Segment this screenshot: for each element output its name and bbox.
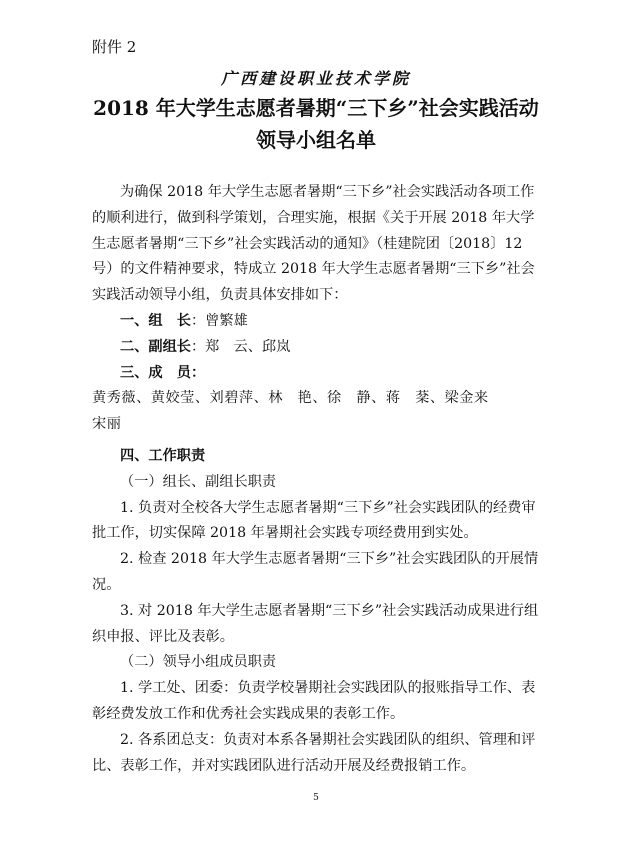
members-line-2: 宋丽 <box>92 416 122 433</box>
vice-leader-value: 郑 云、邱岚 <box>205 338 291 355</box>
page-number: 5 <box>313 793 319 803</box>
intro-paragraph: 为确保 2018 年大学生志愿者暑期“三下乡”社会实践活动各项工作的顺利进行，做到科学策划，合理实施，根据《关于开展 2018 年大学生志愿者暑期“三下乡”社会实践活动的通知》（桂建院团〔2018〕12 号）的文件精神要求，特成立 2018 年大学生志愿者暑期“三下乡”社会实践活动领导小组，负责具体安排如下： <box>92 184 535 304</box>
title-line-2: 领导小组名单 <box>256 128 376 152</box>
sub-1-item-2: 2. 检查 2018 年大学生志愿者暑期“三下乡”社会实践团队的开展情况。 <box>92 551 539 593</box>
attachment-label: 附件 2 <box>92 38 137 56</box>
sub-2-heading: （二）领导小组成员职责 <box>120 654 277 671</box>
section-4-heading: 四、工作职责 <box>120 447 206 464</box>
leader-value: 曾繁雄 <box>205 312 248 329</box>
vice-leader-label: 二、副组长 <box>120 338 191 355</box>
sub-2-item-2: 2. 各系团总支：负责对本系各暑期社会实践团队的组织、管理和评比、表彰工作，并对实践团队进行活动开展及经费报销工作。 <box>92 731 536 774</box>
members-label: 三、成 员： <box>120 364 206 381</box>
school-name: 广西建设职业技术学院 <box>220 69 411 88</box>
leader-label: 一、组 长 <box>120 312 191 329</box>
title-line-1: 2018 年大学生志愿者暑期“三下乡”社会实践活动 <box>93 96 539 120</box>
document-body <box>92 180 544 779</box>
sub-2-item-1: 1. 学工处、团委：负责学校暑期社会实践团队的报账指导工作、表彰经费发放工作和优秀社会实践成果的表彰工作。 <box>92 680 536 722</box>
sub-1-heading: （一）组长、副组长职责 <box>120 473 277 490</box>
leader-line: 一、组 长：曾繁雄 <box>120 312 248 329</box>
sub-1-item-3: 3. 对 2018 年大学生志愿者暑期“三下乡”社会实践活动成果进行组织申报、评比及表彰。 <box>92 602 539 645</box>
sub-1-item-1: 1. 负责对全校各大学生志愿者暑期“三下乡”社会实践团队的经费审批工作，切实保障 2018 年暑期社会实践专项经费用到实处。 <box>92 499 536 542</box>
vice-leader-line: 二、副组长：郑 云、邱岚 <box>120 338 291 355</box>
members-line-1: 黄秀薇、黄姣莹、刘碧萍、林 艳、徐 静、蒋 棻、梁金来 <box>92 390 489 407</box>
